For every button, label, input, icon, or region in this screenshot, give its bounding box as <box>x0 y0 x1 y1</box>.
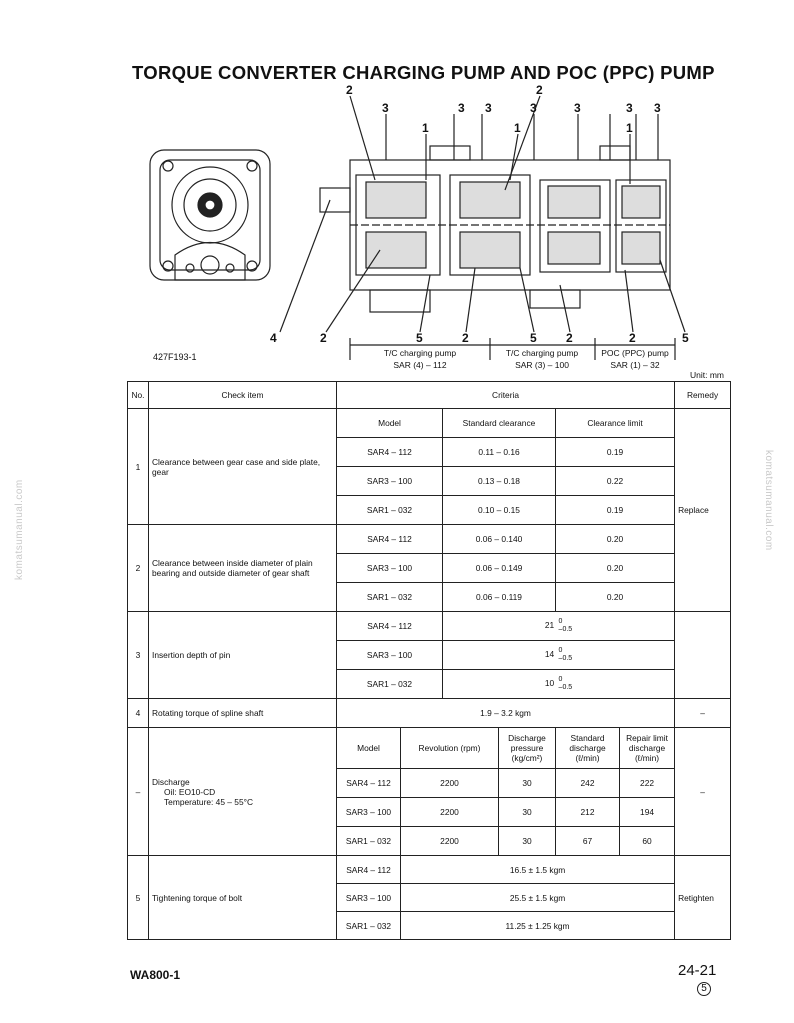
remedy-cell: Retighten <box>675 856 731 940</box>
model-cell: SAR3 – 100 <box>337 554 443 583</box>
item-no: 2 <box>128 525 149 612</box>
model-cell: SAR3 – 100 <box>337 884 401 912</box>
discharge-title: Discharge <box>152 776 190 787</box>
table-row <box>128 409 731 438</box>
section-view-illustration <box>280 96 685 360</box>
table-row <box>128 856 731 884</box>
remedy-cell: – <box>675 728 731 856</box>
value-cell: 0.19 <box>556 438 675 467</box>
watermark-left: komatsumanual.com <box>14 479 25 580</box>
callout-label: 5 <box>682 331 689 345</box>
section-name: T/C charging pump <box>505 348 579 358</box>
footer-model: WA800-1 <box>130 968 181 982</box>
value-cell: 242 <box>556 769 620 798</box>
section-model: SAR (1) – 32 <box>610 360 660 370</box>
header-row <box>128 382 731 409</box>
header-no: No. <box>128 382 149 409</box>
section-name: POC (PPC) pump <box>601 348 669 358</box>
check-item: Rotating torque of spline shaft <box>149 699 337 728</box>
discharge-oil: Oil: EO10-CD <box>164 786 216 797</box>
discharge-temperature: Temperature: 45 – 55°C <box>164 796 254 807</box>
model-cell: SAR4 – 112 <box>337 612 443 641</box>
value-cell <box>443 641 675 670</box>
value-cell: 0.13 – 0.18 <box>443 467 556 496</box>
model-cell: SAR4 – 112 <box>337 769 401 798</box>
callout-label: 3 <box>485 101 492 115</box>
callout-label: 2 <box>320 331 327 345</box>
value-cell: 67 <box>556 827 620 856</box>
value-cell: 1.9 – 3.2 kgm <box>337 699 675 728</box>
model-cell: SAR1 – 032 <box>337 670 443 699</box>
callout-label: 1 <box>422 121 429 135</box>
table-row <box>128 699 731 728</box>
callout-label: 4 <box>270 331 277 345</box>
subheader-standard-clearance: Standard clearance <box>443 409 556 438</box>
item-no: – <box>128 728 149 856</box>
callout-label: 3 <box>458 101 465 115</box>
value-cell: 0.06 – 0.119 <box>443 583 556 612</box>
model-cell: SAR1 – 032 <box>337 496 443 525</box>
subheader-model: Model <box>337 728 401 769</box>
depth-value: 14 <box>544 649 555 660</box>
model-cell: SAR3 – 100 <box>337 467 443 496</box>
value-cell: 0.20 <box>556 554 675 583</box>
spec-table <box>127 381 731 940</box>
callout-label: 2 <box>629 331 636 345</box>
value-cell: 16.5 ± 1.5 kgm <box>401 856 675 884</box>
section-model: SAR (3) – 100 <box>515 360 569 370</box>
model-cell: SAR4 – 112 <box>337 525 443 554</box>
table-row <box>128 612 731 641</box>
callout-label: 1 <box>514 121 521 135</box>
value-cell: 0.10 – 0.15 <box>443 496 556 525</box>
value-cell <box>443 612 675 641</box>
page-title: TORQUE CONVERTER CHARGING PUMP AND POC (PPC) PUMP <box>132 62 715 83</box>
check-item <box>149 728 337 856</box>
table-row <box>128 525 731 554</box>
value-cell: 2200 <box>401 798 499 827</box>
pump-drawing <box>130 80 690 380</box>
value-cell: 0.20 <box>556 525 675 554</box>
value-cell: 30 <box>499 827 556 856</box>
tolerance <box>559 676 573 692</box>
value-cell: 11.25 ± 1.25 kgm <box>401 912 675 940</box>
callout-label: 3 <box>530 101 537 115</box>
value-cell <box>443 670 675 699</box>
footer-revision: 5 <box>697 982 711 996</box>
watermark-right: komatsumanual.com <box>763 450 774 551</box>
footer-page-number: 24-21 <box>678 962 717 979</box>
subheader-model: Model <box>337 409 443 438</box>
subheader-standard-discharge: Standard discharge (ℓ/min) <box>556 728 620 769</box>
callout-label: 5 <box>530 331 537 345</box>
value-cell: 212 <box>556 798 620 827</box>
unit-label: Unit: mm <box>690 370 724 380</box>
value-cell: 0.06 – 0.149 <box>443 554 556 583</box>
end-view-illustration <box>150 150 270 280</box>
value-cell: 30 <box>499 769 556 798</box>
model-cell: SAR4 – 112 <box>337 438 443 467</box>
tolerance-upper: 0 <box>558 647 563 654</box>
callout-label: 2 <box>346 83 353 97</box>
check-item: Insertion depth of pin <box>149 612 337 699</box>
tolerance-lower: –0.5 <box>558 684 573 691</box>
value-cell: 30 <box>499 798 556 827</box>
depth-value: 10 <box>544 678 555 689</box>
model-cell: SAR1 – 032 <box>337 827 401 856</box>
table-row <box>128 728 731 769</box>
item-no: 3 <box>128 612 149 699</box>
remedy-cell: Replace <box>675 409 731 612</box>
item-no: 5 <box>128 856 149 940</box>
value-cell: 194 <box>620 798 675 827</box>
model-cell: SAR1 – 032 <box>337 583 443 612</box>
value-cell: 222 <box>620 769 675 798</box>
model-cell: SAR3 – 100 <box>337 798 401 827</box>
figure-code: 427F193-1 <box>153 352 197 362</box>
section-model: SAR (4) – 112 <box>393 360 447 370</box>
callout-label: 2 <box>566 331 573 345</box>
value-cell: 0.11 – 0.16 <box>443 438 556 467</box>
model-cell: SAR1 – 032 <box>337 912 401 940</box>
tolerance-lower: –0.5 <box>558 626 573 633</box>
header-check-item: Check item <box>149 382 337 409</box>
callout-label: 1 <box>626 121 633 135</box>
tolerance-upper: 0 <box>558 676 563 683</box>
value-cell: 2200 <box>401 827 499 856</box>
depth-value: 21 <box>544 620 555 631</box>
value-cell: 2200 <box>401 769 499 798</box>
item-no: 1 <box>128 409 149 525</box>
check-item: Clearance between inside diameter of plain bearing and outside diameter of gear shaft <box>149 525 337 612</box>
tolerance <box>559 647 573 663</box>
value-cell: 0.19 <box>556 496 675 525</box>
value-cell: 25.5 ± 1.5 kgm <box>401 884 675 912</box>
remedy-cell <box>675 612 731 699</box>
check-item: Tightening torque of bolt <box>149 856 337 940</box>
value-cell: 0.22 <box>556 467 675 496</box>
callout-label: 3 <box>574 101 581 115</box>
callout-label: 5 <box>416 331 423 345</box>
item-no: 4 <box>128 699 149 728</box>
value-cell: 60 <box>620 827 675 856</box>
subheader-revolution: Revolution (rpm) <box>401 728 499 769</box>
header-criteria: Criteria <box>337 382 675 409</box>
callout-label: 3 <box>626 101 633 115</box>
subheader-clearance-limit: Clearance limit <box>556 409 675 438</box>
model-cell: SAR3 – 100 <box>337 641 443 670</box>
callout-label: 3 <box>382 101 389 115</box>
value-cell: 0.20 <box>556 583 675 612</box>
remedy-cell: – <box>675 699 731 728</box>
model-cell: SAR4 – 112 <box>337 856 401 884</box>
callout-label: 2 <box>536 83 543 97</box>
section-name: T/C charging pump <box>383 348 457 358</box>
check-item: Clearance between gear case and side plate, gear <box>149 409 337 525</box>
tolerance-upper: 0 <box>558 618 563 625</box>
tolerance <box>559 618 573 634</box>
subheader-repair-limit: Repair limit discharge (ℓ/min) <box>620 728 675 769</box>
tolerance-lower: –0.5 <box>558 655 573 662</box>
subheader-discharge-pressure: Discharge pressure (kg/cm²) <box>499 728 556 769</box>
header-remedy: Remedy <box>675 382 731 409</box>
value-cell: 0.06 – 0.140 <box>443 525 556 554</box>
callout-label: 2 <box>462 331 469 345</box>
callout-label: 3 <box>654 101 661 115</box>
